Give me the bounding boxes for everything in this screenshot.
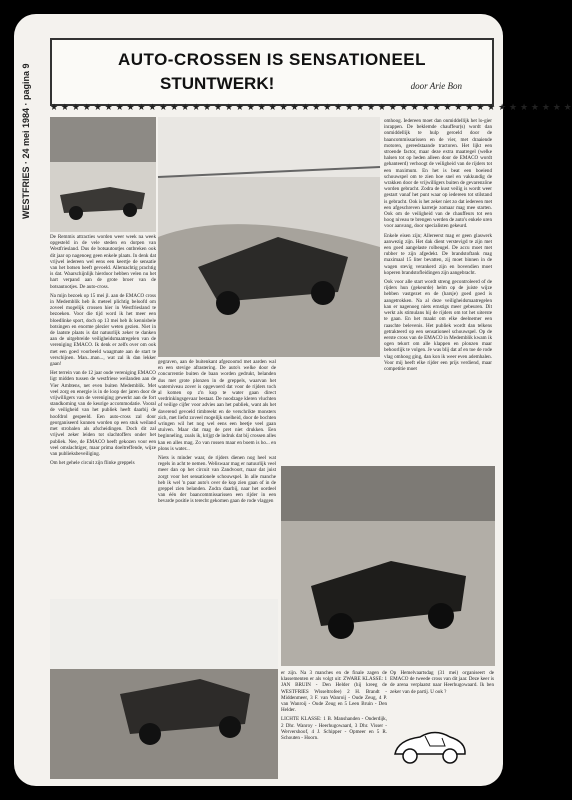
column-3 <box>384 118 492 463</box>
star-divider: ★ ★ ★ ★ ★ ★ ★ ★ ★ ★ ★ ★ ★ ★ ★ ★ ★ ★ ★ ★ ★ ★ ★ ★ ★ ★ ★ ★ ★ ★ ★ ★ ★ ★ ★ ★ ★ ★ ★ ★ ★ ★ ★ ★ ★ ★ ★ ★ <box>50 103 572 113</box>
side-strip <box>14 44 30 224</box>
paragraph: Ook voor alle start wordt streng gecontroleerd of de rijders hun (gekeurde) helm op de juiste wijze hebben vastgezet en de (harsje) goed goed is aangetrokken. Na al deze veiligheidsmaatregelen kan er nagenoeg niets ernstigs meer gebeuren. Dit werkt als stimulans hij de rijders om tot het uiterste te gaan. En het maakt om elke deelnemer een raaschte belevenis. Het publiek wordt dan telkens getrakteerd op een sensationeel schouwspel. Op de eerste cross van de EMACO in Medemblik kwam ik ogen tekort om alle klappen en plonzen maar behoorlijk te volgen. Je was blij dat af en toe de rode vlag omhoog ging, dan kon ik weer even ademhalen. Voor mij heeft elke rijder een prijs verdiend, maar competitie moet <box>384 279 492 372</box>
paragraph: er zijn. Na 3 manches en de finale zagen de klassementen er als volgt uit: ZWARE KLASSE: 1 JAN BRUIN - Den Helder (hij kreeg de WESTFRIES Wisseltrofee) 2 H. Brandt - Middenmeer, 3 F. van Wanroij - Oude Zeug, 4 P. van Wanroij - Oude Zeug en 5 Leen Bruin - Den Helder. <box>281 670 387 714</box>
byline: door Arie Bon <box>410 81 462 91</box>
paragraph: LICHTE KLASSE: 1 B. Manshanden - Onderdijk, 2 Dhr. Wanroy - Heerhugowaard, 3 Dhr. Visser - Wervershoof, 4 J. Schipper - Opmeer en 5 R. Schouten - Hoorn. <box>281 716 387 742</box>
side-date-text: WESTFRIES · 24 mei 1984 · pagina 9 <box>21 63 31 219</box>
paragraph: Om het gehele circuit zijn flinke greppels <box>50 460 135 467</box>
photo-top-center <box>158 117 380 357</box>
headline-line1: AUTO-CROSSEN IS SENSATIONEEL <box>117 50 427 69</box>
paragraph: De Remmis attracties worden weer week na week opgesteld in de vele steden en dorpen van Westfriesland. Dus de botsautootjes ontbreken ook dit jaar op nagenoeg geen enkele plaats. In denk dat vrijwel iedereen wel eens een keertje de sensatie van het botsen heeft gevoeld. Allemachtig prachtig is dat. Waarschijnlijk hierdoor hebben velen nu het hart verpand aan de grote broer van de botsautootjes. De auto-cross. <box>50 234 156 290</box>
paragraph: Enkele eisen zijn; Allereerst mag er geen glaswerk aanwezig zijn. Het dak dient verstevigd te zijn met een goed aangelaste rolbeugel. De accu moet met rubber te zijn afgedekt. De brandstoftank mag maximaal 15 liter bevatten, zij moet binnen in de wagen stevig verankerd zijn en bovendien moet koperen brandstofleidingen zijn aangebracht. <box>384 232 492 276</box>
car-illustration-icon <box>390 722 470 772</box>
photo-bottom-left <box>50 599 278 779</box>
photo-top-left <box>50 117 156 232</box>
paragraph: Na mijn bezoek op 15 mei jl. aan de EMACO cross in Medemblik heb ik meteel plichtig beloofd om zoveel mogelijk crossen hier in Westfriesland te bezoeken. Voor die tijd word ik het meer een bloedlinke sport, doch op 13 mei heb ik kennisbele botsingen en enorme plezier weten gezien. Niet in de laatste plaats is dat natuurlijk zeker te danken aan de uitgebreide veiligheidsmaatregelen van de vereniging EMACO. Ik denk er zelfs over om ook met een goed voorbeeld waagmate aan de start te verschijnen. Man...man..., wat zal ik dan lekker gaan! <box>50 292 156 368</box>
paragraph: Het terrein van de 12 jaar oude vereniging EMACO ligt midden tussen de westfriese weilanden aan de Vier Ambtens, net even buiten Medemblik. Met veel zorg en energie is in de loop der jaren door de vrijwilligers van de vereniging gewerkt aan de fort standkoming van de keurige accommodatie. Vooral de veiligheid van het publiek heeft daarbij de hoofdrol gespeeld. Een auto-cross zal door georganiseerd kunnen worden op een stuk weiland met strobalen als afscheidingen. Doch dit zal vrijwel zeker leiden tot slachtoffers onder het publiek. Nee, de EMACO heeft gekozen voor een veel omslachtiger, maar prima doeltreffende, wijze van publieksbeveiliging. <box>50 370 156 457</box>
photo-mid-right <box>281 466 495 666</box>
headline-box <box>50 38 494 106</box>
paragraph: omhoog. Iedereen moet dan onmiddellijk het lo-gier inrappen. De beklemde chauffeur(s) wordt dan onmiddellijk te hulp geroeld door de baancommissarissen en de vier, met draaiende motoren, gereedstaande tractoren. Het lijkt een stroende factor, maar deze extra maatregel (welke halsen tot op heden alleen door de EMACO wordt gehanteerd) verhoogt de veiligheid van de rijders tot een maximum. En het is beat een boeiend schouwspel om te zien hoe snel en vakkundig de wrakken door de vrijwilligers buiten de gevarenzône worden gebracht. Zodra de kust veilig is wordt weer gestart vanaf het punt waar op iedereen tot stilstand is gebracht. Ook is het zeker niet zo dat iedereen met een afgeschreven karretje zomaar mag mee starten. Ook om de veiligheid van de chauffeurs tot een hoog niveau te brengen werden de auto's enkele uren voor aanvang, door specialisten gekeurd. <box>384 118 492 230</box>
paragraph: Niets is minder waar, de rijders dienen nog heel wat regels in acht te nemen. Weliswaar mag er natuurlijk veel meer dan op het circuit van Zandvoort, maar dat juist zorgt voor het sensationele schouwspel. In alle manche heb ik wel 'n paar auto's over de kop zien gaan of in de greppel zien belanden. Zodra daarbij, naar het oordeel van één der baancommissarissen een rijder in een bevarde positie is terecht gekomen gaan de rode vlaggen <box>158 455 276 505</box>
paragraph: Op Hemelvaartsdag (31 mei) organiseert de EMACO de tweede cross van dit jaar. Deze keer is de arena verplaatst naar Heerhugowaard. Ik ben zeker van de partij. U ook ? <box>390 670 494 695</box>
column-1 <box>50 234 156 594</box>
paragraph: gegraven, aan de buitenkant afgezoomd met aarden wal en een stevige afrastering. De auto's welke door de concurrentie buiten de baan worden gedrukt, belanden dus met grote plonzen in de greppels, waarvan het waterniveau zover is opgevoerd dat voor de rijders toch al komen op z'n kop te water gaan direct verdrinkingsgevaar bestaat. De noodzage kleren vluchten of veilige cijfer voor advies aan het publiek, want als het daverend gevoeld timbreekt en de verschrikte monsters zich, met liefst zoveel mogelijk snelheid, door de bochten wringen wil het nog wel eens een beetje veel gaan stuiven. Maar dat mag de pret niet drukken. Een beginneling, zoals ik, krijgt de indruk dat bij crossen alles kan en alles mag. Zo van rossen maar en boem is ho... en plons is water... <box>158 359 276 452</box>
column-2 <box>158 359 276 591</box>
newspaper-page <box>14 14 572 786</box>
results-column <box>281 670 387 780</box>
closing-column <box>390 670 494 720</box>
headline-line2: STUNTWERK! <box>160 74 275 93</box>
